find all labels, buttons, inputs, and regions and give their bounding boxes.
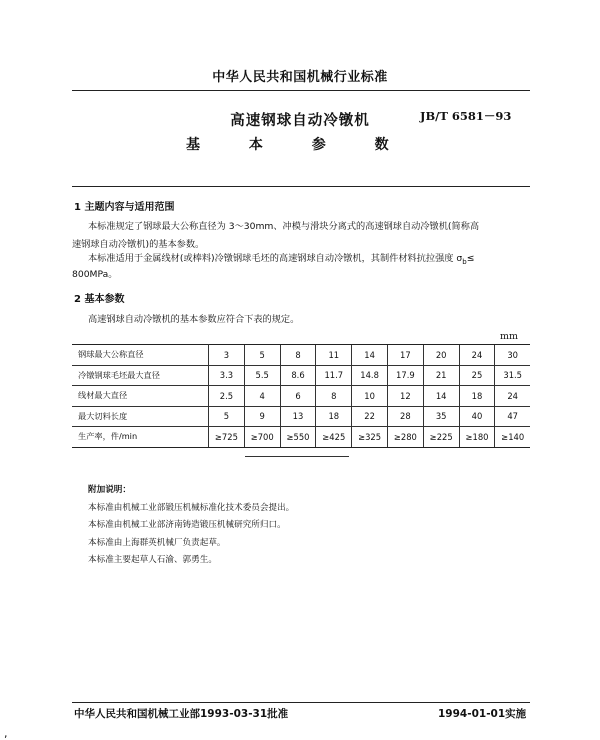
title-rule <box>72 186 530 187</box>
table-cell: 24 <box>459 345 495 366</box>
table-cell: 24 <box>495 386 530 407</box>
table-cell: ≥280 <box>387 427 423 448</box>
section-1-para1-line1: 本标准规定了钢球最大公称直径为 3～30mm、冲模与滑块分离式的高速钢球自动冷镦机(简称高 <box>88 221 480 232</box>
section-2-heading: 2 基本参数 <box>74 294 125 305</box>
table-cell: ≥700 <box>244 427 280 448</box>
table-cell: 31.5 <box>495 365 530 386</box>
table-cell: 18 <box>316 406 352 427</box>
table-cell: 12 <box>387 386 423 407</box>
header-rule <box>72 90 530 91</box>
table-cell: 3 <box>209 345 245 366</box>
table-cell: 14 <box>352 345 388 366</box>
table-cell: ≥225 <box>423 427 459 448</box>
table-cell: 30 <box>495 345 530 366</box>
notes-line: 本标准主要起草人石渝、郭勇生。 <box>88 555 217 565</box>
table-cell: 10 <box>352 386 388 407</box>
table-cell: 8 <box>280 345 316 366</box>
section-1-para1-line2: 速钢球自动冷镦机)的基本参数。 <box>72 239 205 250</box>
table-cell: 20 <box>423 345 459 366</box>
table-cell: 3.3 <box>209 365 245 386</box>
notes-separator <box>245 456 349 457</box>
row-label: 生产率，件/min <box>72 427 209 448</box>
standard-number: JB/T 6581－93 <box>420 109 512 123</box>
table-cell: 8 <box>316 386 352 407</box>
section-1-heading: 1 主题内容与适用范围 <box>74 202 175 213</box>
table-row <box>72 365 530 386</box>
table-cell: 28 <box>387 406 423 427</box>
table-cell: 6 <box>280 386 316 407</box>
table-row <box>72 345 530 366</box>
table-cell: 5 <box>244 345 280 366</box>
table-row <box>72 386 530 407</box>
table-unit: mm <box>500 331 519 342</box>
section-2-intro: 高速钢球自动冷镦机的基本参数应符合下表的规定。 <box>88 314 300 325</box>
table-cell: ≥425 <box>316 427 352 448</box>
notes-heading: 附加说明： <box>88 485 131 495</box>
notes-line: 本标准由机械工业部锻压机械标准化技术委员会提出。 <box>88 502 295 513</box>
table-cell: 2.5 <box>209 386 245 407</box>
table-cell: 5 <box>209 406 245 427</box>
corner-mark: , <box>4 727 8 740</box>
table-cell: 17 <box>387 345 423 366</box>
row-label: 钢球最大公称直径 <box>72 345 209 366</box>
document-subtitle: 基 本 参 数 <box>186 137 411 153</box>
parameter-table <box>72 344 530 448</box>
table-cell: ≥325 <box>352 427 388 448</box>
table-cell: 5.5 <box>244 365 280 386</box>
issuing-authority-title: 中华人民共和国机械行业标准 <box>212 70 388 85</box>
table-cell: ≥180 <box>459 427 495 448</box>
approval-date: 中华人民共和国机械工业部1993-03-31批准 <box>74 708 289 720</box>
table-cell: 4 <box>244 386 280 407</box>
table-cell: 9 <box>244 406 280 427</box>
section-1-para2-line2: 800MPa。 <box>72 269 118 280</box>
row-label: 最大切料长度 <box>72 406 209 427</box>
table-cell: 14 <box>423 386 459 407</box>
table-cell: 13 <box>280 406 316 427</box>
footer-rule <box>72 702 530 703</box>
table-cell: 11.7 <box>316 365 352 386</box>
implementation-date: 1994-01-01实施 <box>438 708 527 720</box>
table-row <box>72 406 530 427</box>
less-equal-sign: ≤ <box>466 253 475 264</box>
table-cell: 40 <box>459 406 495 427</box>
table-cell: 25 <box>459 365 495 386</box>
table-cell: 18 <box>459 386 495 407</box>
row-label: 线材最大直径 <box>72 386 209 407</box>
additional-notes <box>88 482 294 570</box>
row-label: 冷镦钢球毛坯最大直径 <box>72 365 209 386</box>
section-1-para2-text: 本标准适用于金属线材(或棒料)冷镦钢球毛坯的高速钢球自动冷镦机，其制件材料抗拉强度 σ <box>88 253 463 264</box>
table-cell: 11 <box>316 345 352 366</box>
sigma-subscript: b <box>462 257 467 266</box>
table-cell: ≥140 <box>495 427 530 448</box>
table-cell: 22 <box>352 406 388 427</box>
notes-line: 本标准由机械工业部济南铸造锻压机械研究所归口。 <box>88 520 286 530</box>
table-cell: 14.8 <box>352 365 388 386</box>
document-title: 高速钢球自动冷镦机 <box>230 113 370 129</box>
table-cell: 35 <box>423 406 459 427</box>
table-cell: 21 <box>423 365 459 386</box>
section-1-para2-line1 <box>88 250 474 271</box>
table-cell: 17.9 <box>387 365 423 386</box>
notes-line: 本标准由上海群英机械厂负责起草。 <box>88 537 226 548</box>
table-cell: 47 <box>495 406 530 427</box>
table-cell: 8.6 <box>280 365 316 386</box>
table-cell: ≥725 <box>209 427 245 448</box>
table-cell: ≥550 <box>280 427 316 448</box>
table-row <box>72 427 530 448</box>
